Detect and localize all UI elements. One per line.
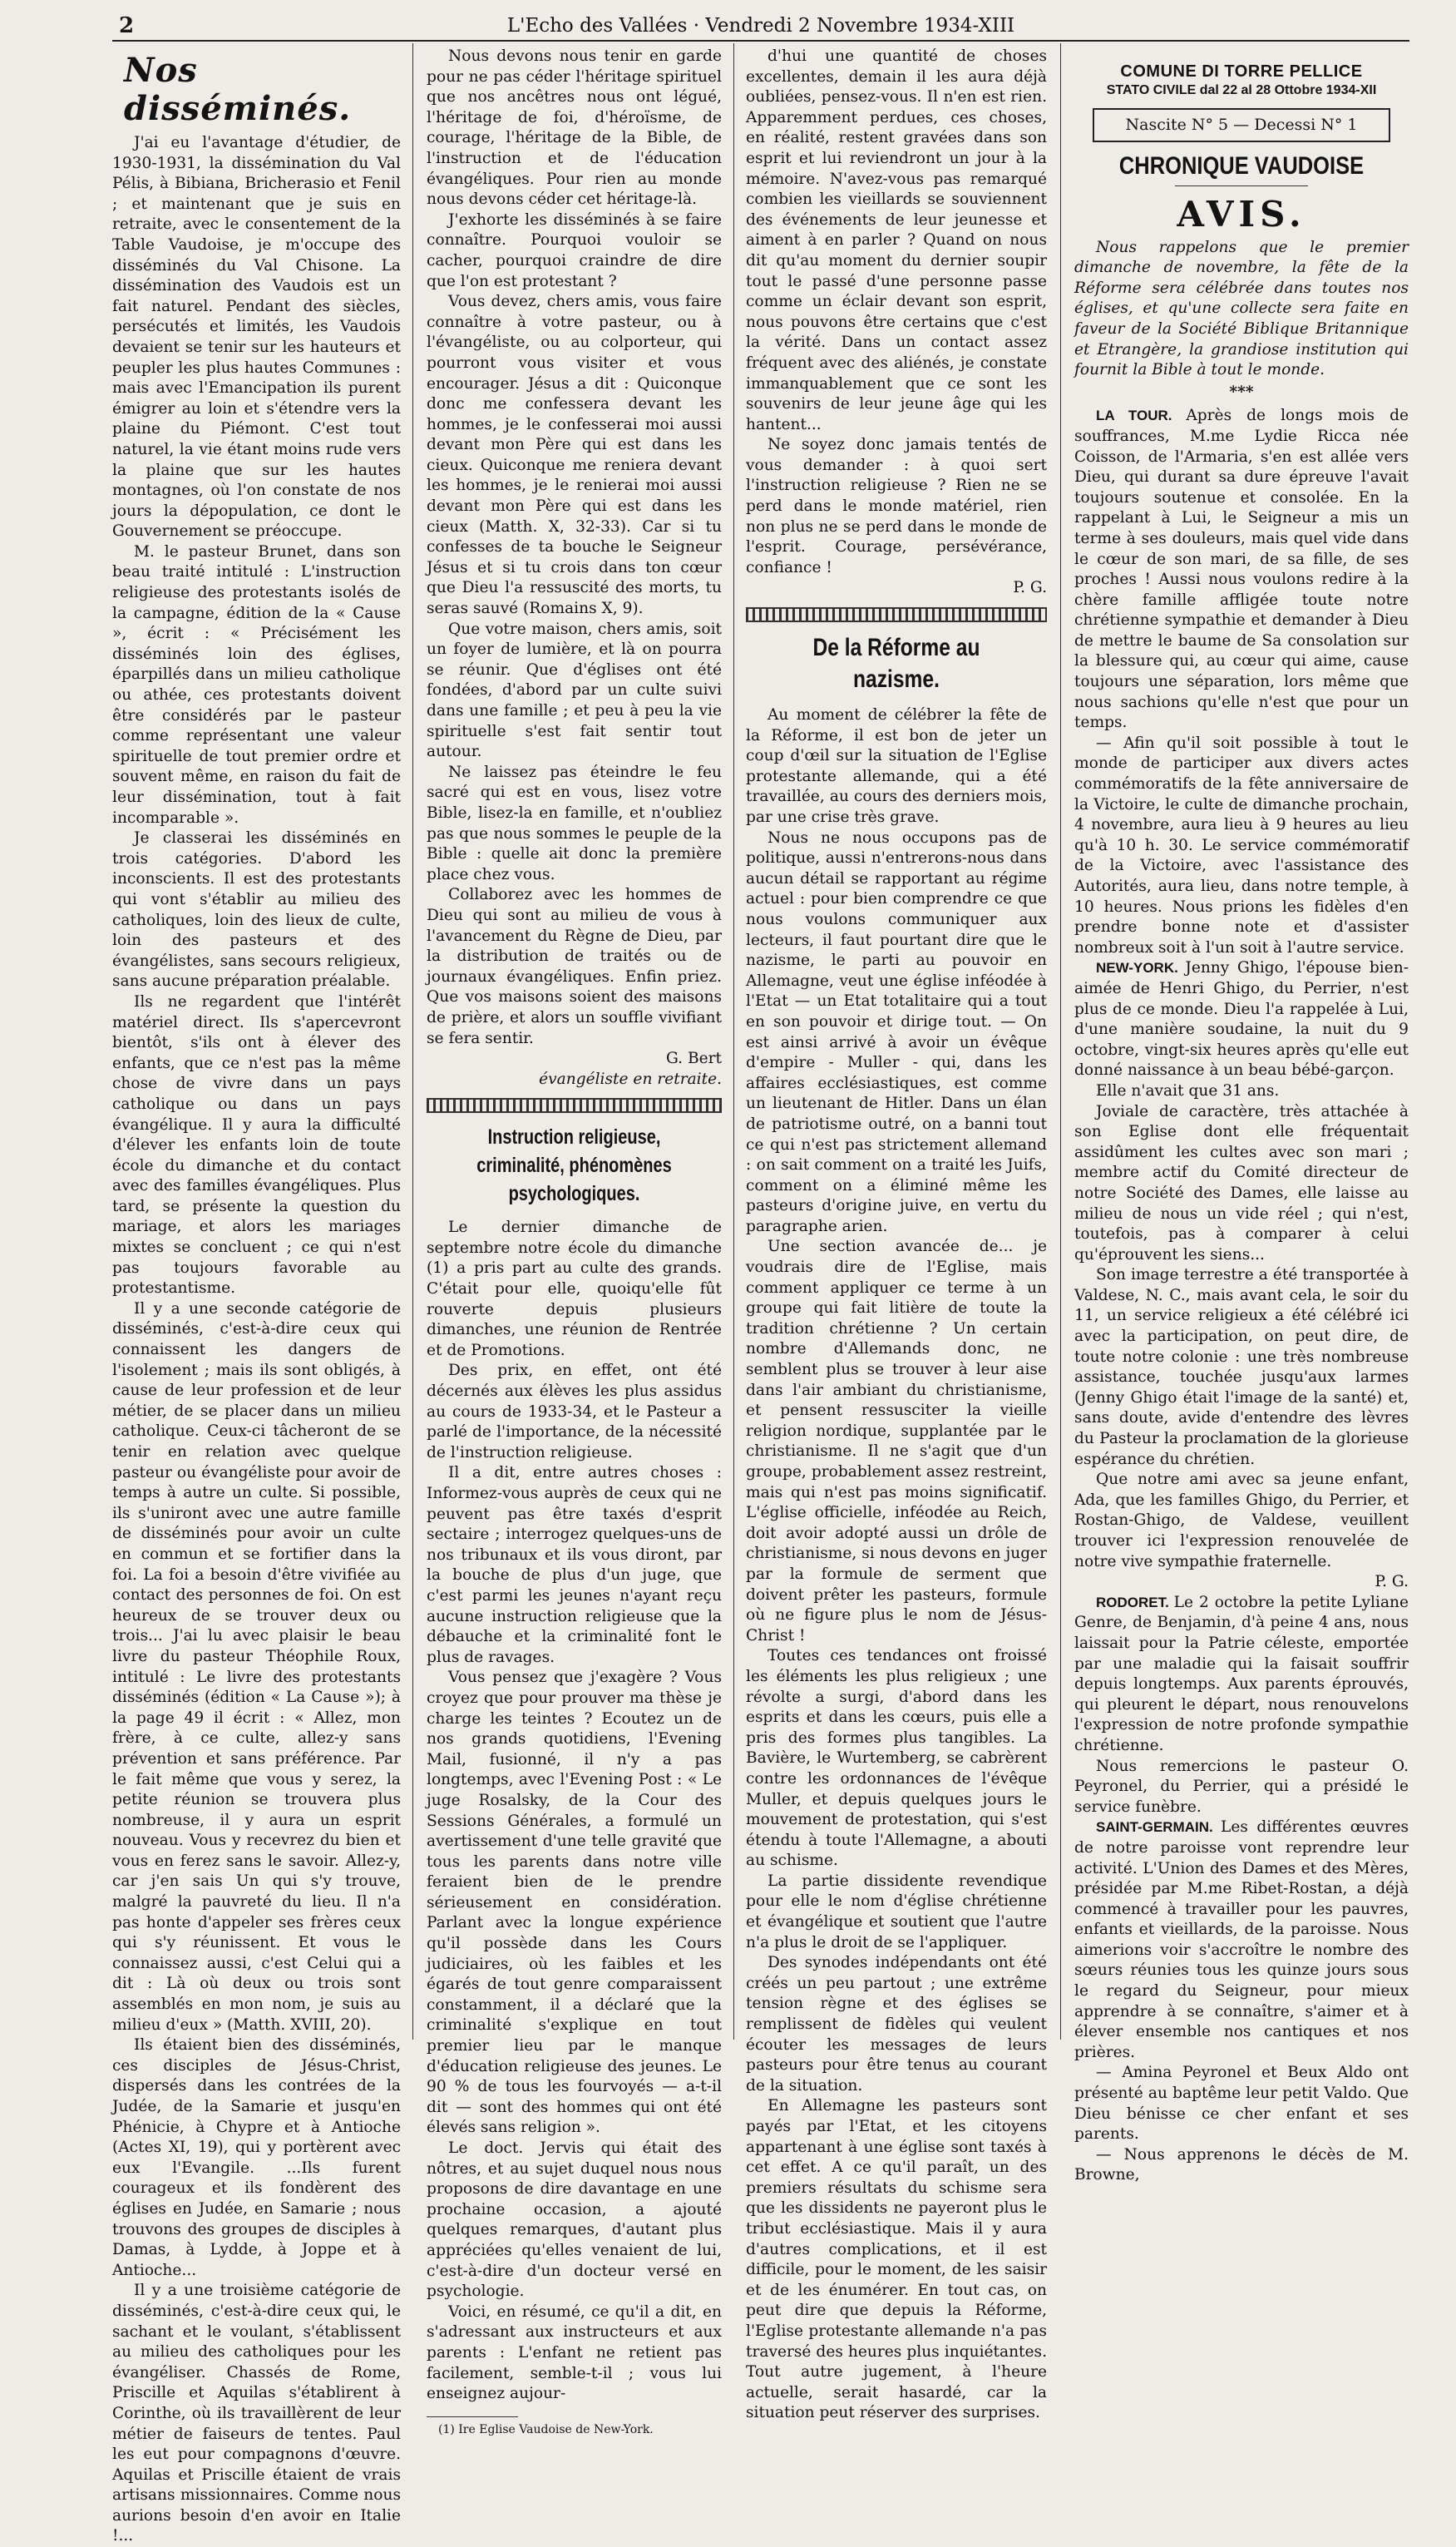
- footnote-rule: [427, 2416, 518, 2417]
- section-rule: [1175, 185, 1308, 186]
- item-text: Après de longs mois de souffrances, M.me Lydie Ricca née Coisson, de l'Armaria, s'en est allée vers Dieu, qui durant sa dure épreuve l'avait toujours soutenue et consolée. En la rappelant à Lui, le Seigneur a mis un terme à ses douleurs, mais quel vide dans le cœur de son mari, de sa fille, de ses proches ! Aussi nous voulons redire à la chère famille affligée toute notre chrétienne sympathie et demander à Dieu de mettre le baume de Sa consolation sur la blessure qui, au cœur qui aime, cause toujours une séparation, lors même que nous sachions qu'elle n'est que pour un temps.: [1074, 407, 1409, 732]
- page-header: [112, 10, 1409, 42]
- column-1: [112, 47, 401, 2545]
- chronicle-items: [1074, 406, 1409, 2186]
- paragraph: Toutes ces tendances ont froissé les éléments les plus religieux ; une révolte a surgi, d'abord dans les esprits et dans les cœurs, puis elle a pris des formes plus tangibles. La Bavière, le Wurtemberg, se cabrèrent contre les ordonnances de l'évêque Muller, et depuis quelques jours le mouvement de protestation, qui s'est étendu à toute l'Allemagne, a abouti au schisme.: [746, 1647, 1047, 1870]
- paragraph: Vous devez, chers amis, vous faire connaître à votre pasteur, ou à l'évangéliste, ou au colporteur, qui pourront vous visiter et vous encourager. Jésus a dit : Quiconque donc me confessera devant les hommes, je le confesserai moi aussi devant mon Père qui est dans les cieux. Quiconque me reniera devant les hommes, je le renierai moi aussi devant mon Père qui est dans les cieux (Matth. X, 32-33). Car si tu confesses de ta bouche le Seigneur Jésus et si tu crois dans ton cœur que Dieu l'a ressuscité des morts, tu seras sauvé (Romains X, 9).: [427, 293, 722, 618]
- chronicle-item: [1074, 1102, 1409, 1266]
- article-title: De la Réforme au nazisme.: [812, 634, 980, 694]
- column-rule: [733, 43, 734, 2040]
- footnote: (1) Ire Eglise Vaudoise de New-York.: [438, 2422, 654, 2436]
- paragraph: Au moment de célébrer la fête de la Réforme, il est bon de jeter un coup d'œil sur la situation de l'Eglise protestante allemande, qui a été travaillée, au cours des derniers mois, par une crise très grave.: [746, 706, 1047, 826]
- signature: P. G.: [1013, 579, 1047, 597]
- column-rule: [1060, 43, 1061, 2040]
- paragraph: Le doct. Jervis qui était des nôtres, et au sujet duquel nous nous proposons de dire davantage en une prochaine occasion, a ajouté quelques remarques, d'autant plus appréciées qu'elles venaient de lui, c'est-à-dire d'un docteur versé en psychologie.: [427, 2139, 722, 2301]
- item-text: — Amina Peyronel et Beux Aldo ont présenté au baptême leur petit Valdo. Que Dieu bénisse ce cher enfant et ses parents.: [1074, 2064, 1409, 2144]
- item-text: Que notre ami avec sa jeune enfant, Ada, que les familles Ghigo, du Perrier, et Rostan-Ghigo, de Valdese, veuillent trouver ici l'expression renouvelée de notre vive sympathie fraternelle.: [1074, 1471, 1409, 1570]
- paragraph: En Allemagne les pasteurs sont payés par l'Etat, et les citoyens appartenant à une église sont taxés à cet effet. A ce qu'il paraît, un des premiers résultats du schisme sera que les dissidents ne payeront plus le tribut ecclésiastique. Mais il y aura d'autres complications, et il est difficile, pour le moment, de les saisir et de les énumérer. En tout cas, on peut dire que depuis la Réforme, l'Eglise protestante allemande n'a pas traversé des heures plus inquiétantes. Tout autre jugement, à l'heure actuelle, serait hasardé, car la situation peut réserver des surprises.: [746, 2097, 1047, 2422]
- paragraph: Il y a une seconde catégorie de disséminés, c'est-à-dire ceux qui connaissent les dangers de l'isolement ; mais ils sont obligés, à cause de leur profession et de leur métier, de se placer dans un milieu catholique. Ceux-ci tâcheront de se tenir en relation avec quelque pasteur ou évangéliste pour avoir de temps à autre un culte. Si possible, ils s'uniront avec une autre famille de disséminés pour avoir un culte en commun et se fortifier dans la foi. La foi a besoin d'être vivifiée au contact des personnes de foi. On est heureux de se trouver deux ou trois... J'ai lu avec plaisir le beau livre du pasteur Théophile Roux, intitulé : Le livre des protestants disséminés (édition « La Cause »); à la page 49 il écrit : « Allez, mon frère, à ce culte, allez-y sans prévention et sans préférence. Par le fait même que vous y serez, la petite réunion se trouvera plus nombreuse, il y aura un esprit nouveau. Vous y recevrez du bien et vous en ferez sans le savoir. Allez-y, car j'en sais Un qui s'y trouve, malgré la pauvreté du lieu. Il n'a pas honte d'appeler ses frères ceux qui s'y réunissent. Et vous le connaissez aussi, c'est Celui qui a dit : Là où deux ou trois sont assemblés en mon nom, je suis au milieu d'eux » (Matth. XVIII, 20).: [112, 1299, 401, 2034]
- item-text: — Nous apprenons le décès de M. Browne,: [1074, 2145, 1409, 2184]
- paragraph: Une section avancée de... je voudrais dire de l'Eglise, mais comment appliquer ce terme à un groupe qui fait litière de toute la tradition chrétienne ? Un certain nombre d'Allemands donc, ne semblent plus se trouver à leur aise dans l'air ambiant du christianisme, et pensent ressusciter la vieille religion nordique, supplantée par le christianisme. Il ne s'agit que d'un groupe, probablement assez restreint, mais qui n'est pas moins significatif. L'église officielle, inféodée au Reich, doit avoir adopté aussi un drôle de christianisme, si nous devons en juger par la formule de serment que doivent prêter les pasteurs, formule où ne figure plus le nom de Jésus-Christ !: [746, 1238, 1047, 1644]
- article-body: [427, 1218, 722, 2404]
- place-name: RODORET.: [1096, 1594, 1174, 1610]
- paragraph: Ils ne regardent que l'intérêt matériel direct. Ils s'apercevront bientôt, s'ils ont à élever des enfants, que ce n'est pas la même chose de vivre dans un pays catholique ou dans un pays évangélique. Il y aura la difficulté d'élever les enfants loin de toute école du dimanche et du contact avec des familles évangéliques. Plus tard, se présente la question du mariage, et alors les mariages mixtes se concluent ; ce qui n'est pas toujours favorable au protestantisme.: [112, 992, 401, 1298]
- paragraph: La partie dissidente revendique pour elle le nom d'église chrétienne et évangélique et soutient que l'autre n'a plus le droit de se l'appliquer.: [746, 1872, 1047, 1951]
- masthead: L'Echo des Vallées · Vendredi 2 Novembre 1934-XIII: [506, 15, 1015, 37]
- paragraph: Des synodes indépendants ont été créés un peu partout ; une extrême tension règne et des églises se remplissent de fidèles qui veulent écouter les messages de leurs pasteurs pour être tenus au courant de la situation.: [746, 1954, 1047, 2094]
- paragraph: Nous devons nous tenir en garde pour ne pas céder l'héritage spirituel que nos ancêtres nous ont légué, l'héritage de foi, d'héroïsme, de courage, l'héritage de la Bible, de l'instruction et de l'éducation évangéliques. Pour rien au monde nous devons céder cet héritage-là.: [427, 47, 722, 209]
- paragraph: Que votre maison, chers amis, soit un foyer de lumière, et là on pourra se réunir. Que d'églises ont été fondées, d'abord par un culte suivi dans une famille ; et peu à peu la vie spirituelle s'est fait sentir tout autour.: [427, 620, 722, 761]
- item-text: Son image terrestre a été transportée à Valdese, N. C., mais avant cela, le soir du 11, un service religieux a été célébré ici avec la participation, on peut dire, de toute notre colonie : une très nombreuse assistance, touchée jusqu'aux larmes (Jenny Ghigo était l'image de la santé) et, sans doute, avide d'entendre des lèvres du Pasteur la proclamation de la glorieuse espérance du chrétien.: [1074, 1266, 1409, 1468]
- paragraph: Je classerai les disséminés en trois catégories. D'abord les inconscients. Il est des protestants qui vont s'établir au milieu des catholiques, loin des lieux de culte, loin des pasteurs et des évangélistes, sans secours religieux, sans aucune préparation préalable.: [112, 829, 401, 991]
- section-title: CHRONIQUE VAUDOISE: [1118, 151, 1365, 180]
- civil-status-box: Nascite N° 5 — Decessi N° 1: [1093, 108, 1390, 142]
- signature: G. Bert: [665, 1050, 722, 1068]
- place-name: LA TOUR.: [1096, 408, 1187, 424]
- chronicle-item: [1074, 1470, 1409, 1572]
- column-rule: [412, 43, 413, 2040]
- article-body: [112, 133, 401, 2547]
- item-text: Les différentes œuvres de notre paroisse vont reprendre leur activité. L'Union des Dames et des Mères, présidée par M.me Ribet-Rostan, a déjà commencé à travailler pour les pauvres, enfants et vieillards, de la paroisse. Nous aimerions voir s'accroître le nombre des sœurs réunies tous les quinze jours sous le regard du Seigneur, pour mieux apprendre à se connaître, s'aimer et à élever ensemble nos cantiques et nos prières.: [1074, 1818, 1409, 2061]
- paragraph: Ne soyez donc jamais tentés de vous demander : à quoi sert l'instruction religieuse ? Rien ne se perd dans le monde matériel, rien non plus ne se perd dans le monde de l'esprit. Courage, persévérance, confiance !: [746, 436, 1047, 576]
- paragraph: Ils étaient bien des disséminés, ces disciples de Jésus-Christ, dispersés dans les contrées de la Judée, de la Samarie et jusqu'en Phénicie, à Chypre et à Antioche (Actes XI, 19), qui y portèrent avec eux l'Evangile. ...Ils furent courageux et ils fondèrent des églises en Judée, en Samarie ; nous trouvons des groupes de disciples à Damas, à Lydde, à Joppe et à Antioche...: [112, 2036, 401, 2279]
- avis-text: Nous rappelons que le premier dimanche de novembre, la fête de la Réforme sera célébrée dans toutes nos églises, et qu'une collecte sera faite en faveur de la Société Biblique Britannique et Etrangère, la grandiose institution qui fournit la Bible à tout le monde.: [1074, 238, 1409, 379]
- ornament-divider: [427, 1098, 722, 1113]
- item-text: Elle n'avait que 31 ans.: [1096, 1081, 1280, 1100]
- chronicle-item: [1074, 734, 1409, 959]
- paragraph: Le dernier dimanche de septembre notre école du dimanche (1) a pris part au culte des grands. C'était pour elle, quoiqu'elle fût rouverte depuis plusieurs dimanches, une réunion de Rentrée et de Promotions.: [427, 1219, 722, 1359]
- paragraph: Vous pensez que j'exagère ? Vous croyez que pour prouver ma thèse je charge les teintes ? Ecoutez un de nos grands quotidiens, l'Evening Mail, fusionné, il n'y a pas longtemps, avec l'Evening Post : « Le juge Rosalsky, de la Cour des Sessions Générales, a formulé un avertissement d'une telle gravité que tous les parents dans notre ville feraient bien de le prendre sérieusement en considération. Parlant avec la longue expérience qu'il possède dans les Cours judiciaires, où les faibles et les égarés de tout genre comparaissent constamment, il a déclaré que la criminalité s'explique en tout premier lieu par le manque d'éducation religieuse des jeunes. Le 90 % de tous les fourvoyés — a-t-il dit — sont des hommes qui ont été élevés sans religion ».: [427, 1669, 722, 2137]
- article-body: [746, 47, 1047, 578]
- item-text: Jenny Ghigo, l'épouse bien-aimée de Henri Ghigo, du Perrier, n'est plus de ce monde. Dieu l'a rappelée à Lui, d'une manière soudaine, la nuit du 9 octobre, vingt-six heures après qu'elle eut donné naissance à un beau bébé-garçon.: [1074, 959, 1409, 1080]
- paragraph: M. le pasteur Brunet, dans son beau traité intitulé : L'instruction religieuse des protestants isolés de la campagne, édition de la « Cause », écrit : « Précisément les disséminés loin des églises, éparpillés dans un milieu catholique ou athée, ces protestants doivent être considérés par le pasteur comme représentant une valeur spirituelle de tout premier ordre et souvent même, en raison du fait de leur dissémination, tout à fait incomparable ».: [112, 542, 401, 827]
- chronicle-item: [1074, 1757, 1409, 1818]
- stato-civile-heading: STATO CIVILE dal 22 al 28 Ottobre 1934-XII: [1106, 83, 1377, 97]
- paragraph: Collaborez avec les hommes de Dieu qui sont au milieu de vous à l'avancement du Règne de Dieu, par la distribution de traités ou de journaux évangéliques. Enfin priez. Que vos maisons soient des maisons de prière, et alors un souffle vivifiant se fera sentir.: [427, 886, 722, 1047]
- paragraph: Ne laissez pas éteindre le feu sacré qui est en vous, lisez votre Bible, lisez-la en famille, et n'oubliez pas que nous sommes le peuple de la Bible : quelle ait donc la première place chez vous.: [427, 763, 722, 883]
- item-text: Joviale de caractère, très attachée à son Eglise dont elle fréquentait assidûment les cultes avec son mari ; membre actif du Comité directeur de notre Société des Dames, elle laisse au milieu de nous un vide réel ; qui n'est, toutefois, pas à comparer à celui qu'éprouvent les siens...: [1074, 1102, 1409, 1264]
- chronicle-item: [1074, 2145, 1409, 2186]
- column-3: [746, 47, 1047, 2422]
- page-number: 2: [119, 13, 135, 38]
- ornament-divider: [746, 607, 1047, 622]
- chronicle-item: [1074, 1593, 1409, 1757]
- chronicle-item: [1074, 1081, 1409, 1102]
- article-body: [427, 47, 722, 1049]
- place-name: NEW-YORK.: [1096, 960, 1186, 977]
- signature-role: évangéliste en retraite.: [539, 1070, 722, 1088]
- article-title: Nos disséminés.: [124, 51, 352, 128]
- paragraph: Des prix, en effet, ont été décernés aux élèves les plus assidus au cours de 1933-34, et le Pasteur a parlé de l'importance, de la nécessité de l'instruction religieuse.: [427, 1362, 722, 1461]
- paragraph: d'hui une quantité de choses excellentes, demain il les aura déjà oubliées, pensez-vous. Il n'en est rien. Apparemment perdues, ces choses, en réalité, restent gravées dans son esprit et lui reviendront un jour à la mémoire. N'avez-vous pas remarqué combien les vieillards se souviennent des événements de leur jeunesse et aiment à en parler ? Quand on nous dit qu'au moment du dernier soupir tout le passé d'une personne passe comme un éclair devant son esprit, nous pouvons être certains que c'est la vérité. Dans un contact assez fréquent avec des aliénés, je constate immanquablement que ce sont les souvenirs de leur jeune âge qui les hantent...: [746, 47, 1047, 433]
- chronicle-item: [1074, 1265, 1409, 1470]
- paragraph: Il y a une troisième catégorie de disséminés, c'est-à-dire ceux qui, le sachant et le voulant, s'établissent au milieu des catholiques pour les évangéliser. Chassés de Rome, Priscille et Aquilas s'établirent à Corinthe, où ils travaillèrent de leur métier de faiseurs de tentes. Paul les eut pour compagnons d'œuvre. Aquilas et Priscille étaient de vrais artisans missionnaires. Comme nous aurions besoin d'en avoir en Italie !...: [112, 2282, 401, 2545]
- paragraph: J'ai eu l'avantage d'étudier, de 1930-1931, la dissémination du Val Pélis, à Bibiana, Bricherasio et Fenil ; et maintenant que je suis en retraite, avec le consentement de la Table Vaudoise, je m'occupe des disséminés du Val Chisone. La dissémination des Vaudois est un fait naturel. Pendant des siècles, persécutés et limités, les Vaudois devaient se tenir sur les hauteurs et peupler les plus hautes Communes : mais avec l'Emancipation ils purent émigrer au loin et s'étendre vers la plaine du Piémont. C'est tout naturel, la vie étant moins rude vers la plaine que sur les hautes montagnes, où l'on constate de nos jours la dépopulation, ce dont le Gouvernement se préoccupe.: [112, 134, 401, 541]
- stars-divider: ***: [1229, 383, 1254, 401]
- chronicle-item: [1074, 2063, 1409, 2144]
- item-text: Nous remercions le pasteur O. Peyronel, du Perrier, qui a présidé le service funèbre.: [1074, 1757, 1409, 1816]
- paragraph: J'exhorte les disséminés à se faire connaître. Pourquoi vouloir se cacher, pourquoi craindre de dire que l'on est protestant ?: [427, 210, 722, 290]
- paragraph: Il a dit, entre autres choses : Informez-vous auprès de ceux qui ne peuvent pas être taxés d'esprit sectaire ; interrogez quelques-uns de nos tribunaux et ils vous diront, par la bouche de plus d'un juge, que c'est parmi les jeunes n'ayant reçu aucune instruction religieuse que la débauche et la criminalité font le plus de ravages.: [427, 1464, 722, 1666]
- item-text: — Afin qu'il soit possible à tout le monde de participer aux divers actes commémoratifs de la fête anniversaire de la Victoire, le culte de dimanche prochain, 4 novembre, aura lieu à 9 heures au lieu qu'à 10 h. 30. Le service commémoratif de la Victoire, avec l'assistance des Autorités, aura lieu, dans notre temple, à 10 heures. Nous prions les fidèles d'en prendre bonne note et d'assister nombreux soit à l'un soit à l'autre service.: [1074, 734, 1409, 957]
- paragraph: Nous ne nous occupons pas de politique, aussi n'entrerons-nous dans aucun détail se rapportant au régime actuel : pour bien comprendre ce que nous voulons communiquer aux lecteurs, il faut pourtant dire que le nazisme, le parti au pouvoir en Allemagne, veut une église inféodée à l'Etat — un Etat totalitaire qui a tout en son pouvoir et dirige tout. — On est ainsi arrivé à avoir un évêque d'empire - Muller - qui, dans les affaires ecclésiastiques, est comme un lieutenant de Hitler. Dans un élan de patriotisme outré, on a banni tout ce qui n'est pas strictement allemand : on sait comment on a traité les Juifs, comment on a éliminé même les pasteurs d'origine juive, en vertu du paragraphe arien.: [746, 828, 1047, 1235]
- chronicle-item: [1074, 406, 1409, 734]
- column-4: [1074, 47, 1409, 2184]
- signature: P. G.: [1375, 1573, 1409, 1591]
- article-title: Instruction religieuse, criminalité, phénomènes psychologiques.: [476, 1125, 672, 1206]
- paragraph: Voici, en résumé, ce qu'il a dit, en s'adressant aux instructeurs et aux parents : L'enfant ne retient pas facilement, semble-t-il ; vous lui enseignez aujour-: [427, 2302, 722, 2403]
- chronicle-item: [1074, 1818, 1409, 2063]
- place-name: SAINT-GERMAIN.: [1096, 1819, 1221, 1836]
- comune-heading: COMUNE DI TORRE PELLICE: [1120, 62, 1363, 81]
- item-text: Le 2 octobre la petite Lyliane Genre, de Benjamin, d'à peine 4 ans, nous laissait pour la Patrie céleste, emportée par une maladie qui la faisait souffrir depuis longtemps. Aux parents éprouvés, qui pleurent le départ, nous renouvelons l'expression de notre profonde sympathie chrétienne.: [1074, 1593, 1409, 1754]
- column-2: [427, 47, 722, 2436]
- article-body: [746, 705, 1047, 2424]
- avis-title: AVIS.: [1177, 193, 1306, 235]
- chronicle-item: [1074, 958, 1409, 1081]
